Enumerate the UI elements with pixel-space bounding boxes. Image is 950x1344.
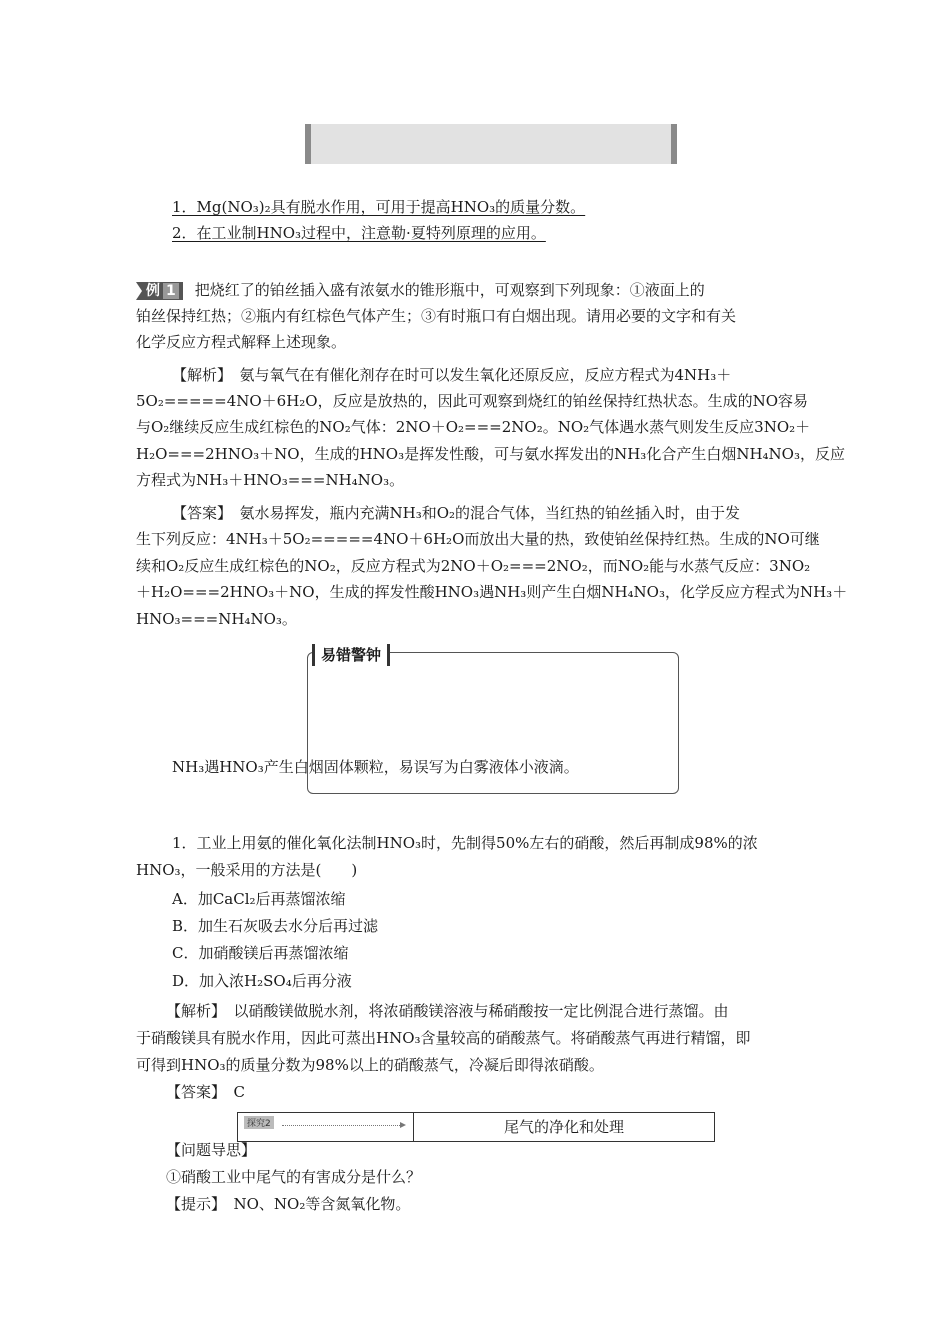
example-question-line: 化学反应方程式解释上述现象。: [136, 333, 347, 351]
answer-line: 续和O₂反应生成红棕色的NO₂，反应方程式为2NO＋O₂===2NO₂，而NO₂能与水蒸气反应：3NO₂: [136, 557, 811, 575]
example-question-line: 铂丝保持红热；②瓶内有红棕色气体产生；③有时瓶口有白烟出现。请用必要的文字和有关: [136, 307, 737, 325]
note-1: 1．Mg(NO₃)₂具有脱水作用，可用于提高HNO₃的质量分数。: [172, 198, 586, 216]
answer-line: 【答案】 氨水易挥发，瓶内充满NH₃和O₂的混合气体，当红热的铂丝插入时，由于发: [172, 504, 741, 522]
explore-tag: 探究2: [244, 1116, 274, 1129]
practice-analysis: 可得到HNO₃的质量分数为98%以上的硝酸蒸气，冷凝后即得浓硝酸。: [136, 1056, 604, 1074]
guide-heading: 【问题导思】: [166, 1141, 257, 1159]
option-d: D．加入浓H₂SO₄后再分液: [172, 972, 352, 990]
analysis-line: H₂O===2HNO₃＋NO，生成的HNO₃是挥发性酸，可与氨水挥发出的NH₃化合产生白烟NH₄NO₃，反应: [136, 445, 845, 463]
note-2: 2．在工业制HNO₃过程中，注意勒·夏特列原理的应用。: [172, 224, 546, 242]
section-title-bar: [305, 124, 677, 164]
answer-line: ＋H₂O===2HNO₃＋NO，生成的挥发性酸HNO₃遇NH₃则产生白烟NH₄NO₃，化学反应方程式为NH₃＋: [136, 583, 848, 601]
answer-line: 生下列反应：4NH₃＋5O₂=====4NO＋6H₂O而放出大量的热，致使铂丝保持红热。生成的NO可继: [136, 530, 820, 548]
analysis-line: 与O₂继续反应生成红棕色的NO₂气体：2NO＋O₂===2NO₂。NO₂气体遇水蒸气则发生反应3NO₂＋: [136, 418, 811, 436]
example-question-line: 例 1 把烧红了的铂丝插入盛有浓氨水的锥形瓶中，可观察到下列现象：①液面上的: [136, 279, 816, 301]
option-c: C．加硝酸镁后再蒸馏浓缩: [172, 944, 349, 962]
analysis-line: 【解析】 氨与氧气在有催化剂存在时可以发生氧化还原反应，反应方程式为4NH₃＋: [172, 366, 732, 384]
practice-question: 1．工业上用氨的催化氧化法制HNO₃时，先制得50%左右的硝酸，然后再制成98%的浓: [172, 834, 758, 852]
analysis-line: 方程式为NH₃＋HNO₃===NH₄NO₃。: [136, 471, 405, 489]
warning-title: 易错警钟: [312, 644, 390, 666]
practice-question: HNO₃，一般采用的方法是( ): [136, 861, 358, 879]
guide-question: ①硝酸工业中尾气的有害成分是什么？: [166, 1168, 422, 1186]
explore-title: 尾气的净化和处理: [503, 1118, 624, 1136]
practice-analysis: 【解析】 以硝酸镁做脱水剂，将浓硝酸镁溶液与稀硝酸按一定比例混合进行蒸馏。由: [166, 1002, 729, 1020]
arrow-right-icon: [282, 1125, 402, 1126]
warning-text: NH₃遇HNO₃产生白烟固体颗粒，易误写为白雾液体小液滴。: [172, 758, 579, 776]
option-b: B．加生石灰吸去水分后再过滤: [172, 917, 379, 935]
explore-header: [237, 1112, 715, 1142]
option-a: A．加CaCl₂后再蒸馏浓缩: [172, 890, 346, 908]
analysis-line: 5O₂=====4NO＋6H₂O，反应是放热的，因此可观察到烧红的铂丝保持红热状态。生成的NO容易: [136, 392, 809, 410]
explore-tag-cell: [238, 1113, 414, 1141]
practice-analysis: 于硝酸镁具有脱水作用，因此可蒸出HNO₃含量较高的硝酸蒸气。将硝酸蒸气再进行精馏，即: [136, 1029, 751, 1047]
example-badge: 例 1: [136, 282, 183, 300]
guide-hint: 【提示】 NO、NO₂等含氮氧化物。: [166, 1195, 411, 1213]
answer-line: HNO₃===NH₄NO₃。: [136, 610, 297, 628]
practice-answer: 【答案】 C: [166, 1083, 245, 1101]
